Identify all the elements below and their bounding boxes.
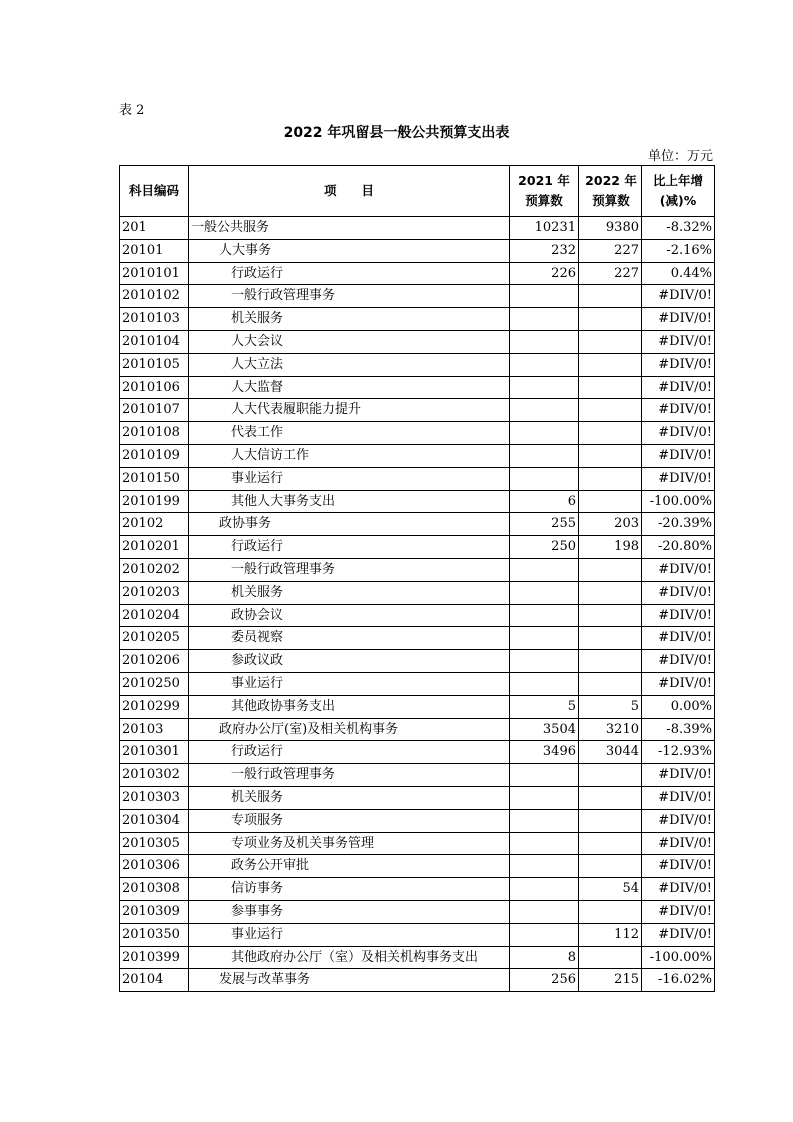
cell-2022: [579, 809, 642, 832]
cell-2022: [579, 581, 642, 604]
cell-item: 行政运行: [189, 262, 510, 285]
cell-change: -8.32%: [642, 217, 715, 240]
cell-2022: [579, 558, 642, 581]
cell-code: 2010105: [120, 353, 189, 376]
table-row: [120, 490, 715, 513]
table-row: [120, 444, 715, 467]
cell-item: 机关服务: [189, 308, 510, 331]
table-row: [120, 376, 715, 399]
cell-change: #DIV/0!: [642, 923, 715, 946]
cell-code: 2010309: [120, 900, 189, 923]
cell-2021: 232: [510, 239, 579, 262]
cell-2022: [579, 422, 642, 445]
cell-code: 20103: [120, 718, 189, 741]
cell-2021: [510, 422, 579, 445]
cell-2021: [510, 855, 579, 878]
cell-change: #DIV/0!: [642, 467, 715, 490]
cell-2022: [579, 946, 642, 969]
table-row: [120, 695, 715, 718]
cell-change: #DIV/0!: [642, 650, 715, 673]
cell-code: 2010306: [120, 855, 189, 878]
cell-item: 一般行政管理事务: [189, 558, 510, 581]
cell-2022: 112: [579, 923, 642, 946]
cell-2021: 3496: [510, 741, 579, 764]
table-row: [120, 536, 715, 559]
cell-code: 2010150: [120, 467, 189, 490]
header-2021-text: 2021 年预算数: [518, 173, 570, 208]
cell-2022: [579, 376, 642, 399]
table-row: [120, 239, 715, 262]
cell-2022: [579, 399, 642, 422]
cell-item: 政务公开审批: [189, 855, 510, 878]
cell-2021: 10231: [510, 217, 579, 240]
cell-code: 2010104: [120, 330, 189, 353]
unit-label: 单位：万元: [647, 149, 713, 164]
cell-2021: [510, 764, 579, 787]
cell-2021: 256: [510, 969, 579, 992]
table-row: [120, 786, 715, 809]
header-row: [120, 166, 715, 217]
cell-2022: [579, 285, 642, 308]
cell-2021: [510, 672, 579, 695]
table-row: [120, 855, 715, 878]
cell-change: #DIV/0!: [642, 832, 715, 855]
cell-change: #DIV/0!: [642, 330, 715, 353]
cell-item: 事业运行: [189, 672, 510, 695]
cell-change: #DIV/0!: [642, 764, 715, 787]
cell-2021: 5: [510, 695, 579, 718]
cell-code: 2010350: [120, 923, 189, 946]
cell-change: #DIV/0!: [642, 422, 715, 445]
cell-item: 一般公共服务: [189, 217, 510, 240]
cell-code: 2010203: [120, 581, 189, 604]
cell-item: 政协会议: [189, 604, 510, 627]
cell-code: 2010109: [120, 444, 189, 467]
cell-2022: [579, 467, 642, 490]
cell-2021: [510, 353, 579, 376]
cell-2022: [579, 627, 642, 650]
cell-item: 机关服务: [189, 581, 510, 604]
cell-2021: [510, 285, 579, 308]
table-row: [120, 217, 715, 240]
cell-2022: [579, 330, 642, 353]
cell-change: -100.00%: [642, 946, 715, 969]
cell-item: 行政运行: [189, 741, 510, 764]
cell-code: 2010399: [120, 946, 189, 969]
cell-item: 一般行政管理事务: [189, 285, 510, 308]
table-row: [120, 285, 715, 308]
cell-2022: 9380: [579, 217, 642, 240]
cell-change: #DIV/0!: [642, 558, 715, 581]
cell-2021: [510, 650, 579, 673]
table-row: [120, 946, 715, 969]
cell-change: -2.16%: [642, 239, 715, 262]
table-row: [120, 422, 715, 445]
cell-2021: [510, 376, 579, 399]
cell-item: 人大代表履职能力提升: [189, 399, 510, 422]
table-body: [120, 217, 715, 992]
cell-2022: [579, 764, 642, 787]
cell-2021: [510, 900, 579, 923]
header-2021: [510, 166, 579, 217]
cell-2022: [579, 672, 642, 695]
cell-change: #DIV/0!: [642, 809, 715, 832]
cell-2022: [579, 308, 642, 331]
cell-change: -12.93%: [642, 741, 715, 764]
cell-2021: [510, 308, 579, 331]
table-row: [120, 262, 715, 285]
cell-item: 发展与改革事务: [189, 969, 510, 992]
table-row: [120, 627, 715, 650]
table-row: [120, 558, 715, 581]
table-row: [120, 741, 715, 764]
cell-item: 专项业务及机关事务管理: [189, 832, 510, 855]
table-row: [120, 650, 715, 673]
cell-code: 2010301: [120, 741, 189, 764]
cell-2022: [579, 900, 642, 923]
cell-2021: [510, 558, 579, 581]
cell-code: 2010304: [120, 809, 189, 832]
cell-item: 专项服务: [189, 809, 510, 832]
cell-2022: [579, 786, 642, 809]
cell-code: 20104: [120, 969, 189, 992]
cell-code: 2010308: [120, 878, 189, 901]
cell-code: 2010206: [120, 650, 189, 673]
cell-change: #DIV/0!: [642, 878, 715, 901]
cell-item: 一般行政管理事务: [189, 764, 510, 787]
cell-2022: 198: [579, 536, 642, 559]
cell-item: 人大监督: [189, 376, 510, 399]
table-row: [120, 353, 715, 376]
cell-item: 其他人大事务支出: [189, 490, 510, 513]
cell-item: 人大会议: [189, 330, 510, 353]
table-row: [120, 809, 715, 832]
cell-code: 2010199: [120, 490, 189, 513]
table-row: [120, 308, 715, 331]
cell-code: 2010204: [120, 604, 189, 627]
cell-change: -16.02%: [642, 969, 715, 992]
cell-2021: [510, 444, 579, 467]
cell-2021: [510, 878, 579, 901]
cell-change: -8.39%: [642, 718, 715, 741]
header-change: [642, 166, 715, 217]
table-row: [120, 399, 715, 422]
cell-change: #DIV/0!: [642, 604, 715, 627]
cell-2022: 3044: [579, 741, 642, 764]
cell-code: 2010101: [120, 262, 189, 285]
cell-2021: [510, 627, 579, 650]
cell-code: 201: [120, 217, 189, 240]
cell-2021: [510, 809, 579, 832]
cell-change: #DIV/0!: [642, 376, 715, 399]
document-title: 2022 年巩留县一般公共预算支出表: [283, 125, 510, 141]
cell-item: 参政议政: [189, 650, 510, 673]
cell-2021: [510, 467, 579, 490]
cell-2021: [510, 786, 579, 809]
cell-2022: 54: [579, 878, 642, 901]
cell-2021: [510, 923, 579, 946]
cell-code: 2010302: [120, 764, 189, 787]
cell-code: 2010107: [120, 399, 189, 422]
cell-code: 2010303: [120, 786, 189, 809]
cell-change: #DIV/0!: [642, 627, 715, 650]
cell-change: #DIV/0!: [642, 353, 715, 376]
table-row: [120, 718, 715, 741]
cell-code: 2010250: [120, 672, 189, 695]
cell-2022: [579, 490, 642, 513]
table-row: [120, 923, 715, 946]
cell-item: 代表工作: [189, 422, 510, 445]
table-row: [120, 672, 715, 695]
cell-code: 2010108: [120, 422, 189, 445]
cell-2022: 227: [579, 239, 642, 262]
cell-code: 20102: [120, 513, 189, 536]
cell-change: 0.00%: [642, 695, 715, 718]
cell-2022: [579, 444, 642, 467]
cell-code: 20101: [120, 239, 189, 262]
cell-change: #DIV/0!: [642, 672, 715, 695]
cell-code: 2010299: [120, 695, 189, 718]
cell-item: 其他政协事务支出: [189, 695, 510, 718]
table-row: [120, 764, 715, 787]
cell-item: 参事事务: [189, 900, 510, 923]
cell-item: 政协事务: [189, 513, 510, 536]
cell-2021: 250: [510, 536, 579, 559]
cell-2021: 6: [510, 490, 579, 513]
cell-change: 0.44%: [642, 262, 715, 285]
cell-item: 人大信访工作: [189, 444, 510, 467]
cell-code: 2010103: [120, 308, 189, 331]
table-row: [120, 330, 715, 353]
cell-2021: [510, 604, 579, 627]
cell-code: 2010106: [120, 376, 189, 399]
table-row: [120, 878, 715, 901]
cell-item: 人大事务: [189, 239, 510, 262]
cell-2022: [579, 353, 642, 376]
cell-code: 2010102: [120, 285, 189, 308]
cell-2021: 255: [510, 513, 579, 536]
cell-2022: [579, 832, 642, 855]
budget-table: [119, 165, 715, 992]
header-2022-text: 2022 年预算数: [585, 173, 637, 208]
cell-change: #DIV/0!: [642, 786, 715, 809]
cell-2021: [510, 330, 579, 353]
cell-2022: 3210: [579, 718, 642, 741]
table-row: [120, 513, 715, 536]
cell-change: -20.39%: [642, 513, 715, 536]
header-2022: [579, 166, 642, 217]
cell-item: 委员视察: [189, 627, 510, 650]
cell-2021: [510, 581, 579, 604]
table-row: [120, 604, 715, 627]
cell-change: #DIV/0!: [642, 444, 715, 467]
cell-2022: [579, 604, 642, 627]
cell-code: 2010201: [120, 536, 189, 559]
cell-2022: 215: [579, 969, 642, 992]
table-row: [120, 900, 715, 923]
cell-change: #DIV/0!: [642, 308, 715, 331]
header-change-text: 比上年增(减)%: [652, 173, 703, 208]
cell-2021: [510, 832, 579, 855]
cell-item: 事业运行: [189, 923, 510, 946]
cell-code: 2010202: [120, 558, 189, 581]
cell-change: #DIV/0!: [642, 399, 715, 422]
cell-item: 信访事务: [189, 878, 510, 901]
cell-change: #DIV/0!: [642, 285, 715, 308]
cell-2021: 8: [510, 946, 579, 969]
cell-change: -100.00%: [642, 490, 715, 513]
cell-2022: 5: [579, 695, 642, 718]
header-item: 项 目: [189, 166, 510, 217]
table-row: [120, 467, 715, 490]
cell-2021: [510, 399, 579, 422]
cell-item: 人大立法: [189, 353, 510, 376]
cell-2022: 203: [579, 513, 642, 536]
cell-code: 2010205: [120, 627, 189, 650]
cell-code: 2010305: [120, 832, 189, 855]
cell-item: 行政运行: [189, 536, 510, 559]
cell-item: 事业运行: [189, 467, 510, 490]
cell-change: #DIV/0!: [642, 855, 715, 878]
cell-item: 其他政府办公厅（室）及相关机构事务支出: [189, 946, 510, 969]
cell-change: -20.80%: [642, 536, 715, 559]
cell-item: 机关服务: [189, 786, 510, 809]
cell-2021: 3504: [510, 718, 579, 741]
cell-2022: 227: [579, 262, 642, 285]
table-row: [120, 581, 715, 604]
cell-change: #DIV/0!: [642, 900, 715, 923]
table-row: [120, 832, 715, 855]
cell-2021: 226: [510, 262, 579, 285]
cell-change: #DIV/0!: [642, 581, 715, 604]
cell-item: 政府办公厅(室)及相关机构事务: [189, 718, 510, 741]
table-row: [120, 969, 715, 992]
table-label: 表 2: [119, 103, 145, 118]
header-code: 科目编码: [120, 166, 189, 217]
cell-2022: [579, 650, 642, 673]
cell-2022: [579, 855, 642, 878]
